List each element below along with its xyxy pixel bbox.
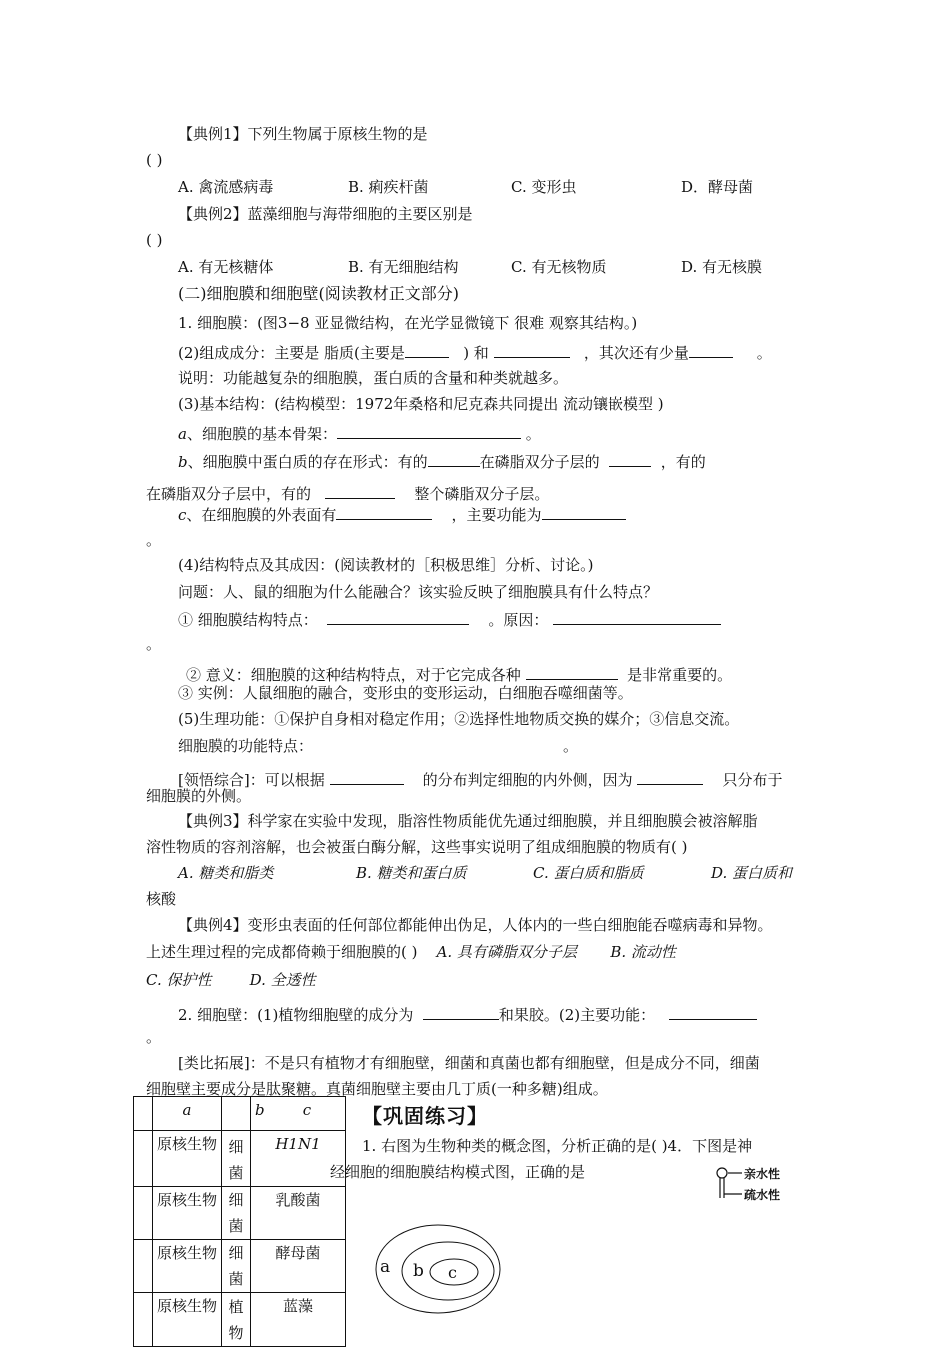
answer-blank[interactable]: [336, 503, 432, 520]
example-3-option-c: C. 蛋白质和脂质: [533, 864, 644, 882]
example-1-answer-paren: ( ): [146, 151, 163, 169]
answer-blank[interactable]: [494, 341, 570, 358]
table-cell-b: 细菌: [222, 1131, 251, 1187]
insight-line-2: 细胞膜的外侧。: [146, 787, 252, 805]
answer-blank[interactable]: [325, 476, 395, 499]
venn-label-c: c: [448, 1263, 457, 1282]
protein-text-5: 整个磷脂双分子层。: [414, 485, 550, 503]
membrane-composition-line: [178, 341, 772, 363]
answer-blank[interactable]: [526, 657, 618, 680]
composition-text-3: ，其次还有少量: [583, 344, 689, 362]
example-3-line-4: 核酸: [146, 890, 177, 908]
practice-q1-line-2: 经细胞的细胞膜结构模式图，正确的是: [330, 1163, 586, 1181]
physiology-line: (5)生理功能：①保护自身相对稳定作用；②选择性地物质交换的媒介；③信息交流。: [178, 710, 740, 728]
table-header-bc: b c: [251, 1097, 346, 1131]
example-1-option-c: C. 变形虫: [511, 178, 577, 196]
skeleton-end: 。: [525, 425, 541, 443]
practice-heading: 【巩固练习】: [362, 1104, 488, 1128]
table-header-a: a: [153, 1097, 222, 1131]
structure-feature-line: (4)结构特点及其成因：(阅读教材的［积极思维］分析、讨论。): [178, 556, 594, 574]
skeleton-line: [178, 422, 541, 444]
composition-text-2: ) 和: [463, 344, 489, 362]
table-cell-b: 细菌: [222, 1187, 251, 1240]
membrane-note: 说明：功能越复杂的细胞膜，蛋白质的含量和种类就越多。: [178, 369, 569, 387]
answer-blank[interactable]: [553, 608, 721, 625]
classification-table: [133, 1096, 346, 1347]
example-1-option-d: D．酵母菌: [681, 178, 754, 196]
composition-text-1: (2)组成成分：主要是 脂质(主要是: [178, 344, 405, 362]
table-row: [134, 1131, 346, 1187]
example-2-option-d: D. 有无核膜: [681, 258, 763, 276]
concept-venn-diagram: [370, 1222, 510, 1318]
example-4-line-1: 【典例4】变形虫表面的任何部位都能伸出伪足，人体内的一些白细胞能吞噬病毒和异物。: [178, 916, 773, 934]
feature-text-2: 。原因：: [488, 611, 549, 629]
table-cell-b: 细菌: [222, 1240, 251, 1293]
example-1-title: 【典例1】下列生物属于原核生物的是: [178, 125, 428, 143]
example-2-title: 【典例2】蓝藻细胞与海带细胞的主要区别是: [178, 205, 473, 223]
cell-wall-end: 。: [146, 1028, 162, 1046]
venn-label-b: b: [413, 1261, 424, 1281]
example-2-option-c: C. 有无核物质: [511, 258, 607, 276]
table-cell-c: H1N1: [251, 1131, 346, 1187]
example-4-option-b: B. 流动性: [610, 943, 676, 961]
example-2-answer-paren: ( ): [146, 231, 163, 249]
venn-label-a: a: [380, 1257, 391, 1277]
analogy-line-1: [类比拓展]：不是只有植物才有细胞壁，细菌和真菌也都有细胞壁，但是成分不同，细菌: [178, 1054, 760, 1072]
example-3-line-2: 溶性物质的容剂溶解，也会被蛋白酶分解，这些事实说明了组成细胞膜的物质有( ): [146, 838, 688, 856]
table-cell-c: 乳酸菌: [251, 1187, 346, 1240]
table-cell-a: 原核生物: [153, 1187, 222, 1240]
feature-point-2: [186, 657, 732, 685]
protein-text-4: 在磷脂双分子层中，有的: [146, 485, 312, 503]
table-cell-b: 植物: [222, 1293, 251, 1347]
example-4-line-3: [146, 970, 316, 990]
example-4-option-a: A. 具有磷脂双分子层: [436, 943, 577, 961]
answer-blank[interactable]: [669, 999, 757, 1020]
section-heading: (二)细胞膜和细胞壁(阅读教材正文部分): [178, 284, 459, 303]
meaning-text-1: ② 意义：细胞膜的这种结构特点，对于它完成各种: [186, 666, 521, 684]
surface-line: [178, 503, 626, 525]
feature-point-1: [178, 608, 721, 630]
example-4-text: 上述生理过程的完成都倚赖于细胞膜的( ): [146, 943, 418, 961]
table-header-row: [134, 1097, 346, 1131]
table-cell-c: 酵母菌: [251, 1240, 346, 1293]
practice-q1-line-1: 1. 右图为生物种类的概念图，分析正确的是( )4．下图是神: [362, 1137, 753, 1155]
cell-wall-text-2: 和果胶。(2)主要功能：: [498, 1006, 656, 1024]
insight-text-3: 只分布于: [722, 771, 783, 789]
example-1-option-a: A. 禽流感病毒: [178, 178, 274, 196]
protein-text-2: 在磷脂双分子层的: [479, 453, 600, 471]
basic-structure-line: (3)基本结构：(结构模型：1972年桑格和尼克森共同提出 流动镶嵌模型 ): [178, 395, 664, 413]
answer-blank[interactable]: [327, 608, 469, 625]
insight-text-2: 的分布判定细胞的内外侧，因为: [422, 771, 633, 789]
feature-point-3: ③ 实例：人鼠细胞的融合，变形虫的变形运动，白细胞吞噬细菌等。: [178, 684, 633, 702]
example-2-option-a: A. 有无核糖体: [178, 258, 274, 276]
answer-blank[interactable]: [428, 450, 480, 467]
question-line: 问题：人、鼠的细胞为什么能融合？该实验反映了细胞膜具有什么特点？: [178, 583, 659, 601]
table-cell-a: 原核生物: [153, 1240, 222, 1293]
cell-wall-text-1: 2. 细胞壁：(1)植物细胞壁的成分为: [178, 1006, 414, 1024]
table-cell-c: 蓝藻: [251, 1293, 346, 1347]
meaning-text-2: 是非常重要的。: [627, 666, 733, 684]
example-4-option-d: D. 全透性: [249, 971, 316, 989]
protein-text-3: ，有的: [660, 453, 706, 471]
example-1-option-b: B. 痢疾杆菌: [348, 178, 429, 196]
table-row: [134, 1187, 346, 1240]
answer-blank[interactable]: [637, 760, 703, 785]
answer-blank[interactable]: [405, 341, 449, 358]
legend-hydrophilic: 亲水性: [744, 1167, 781, 1181]
cell-wall-line: [178, 999, 757, 1025]
example-4-option-c: C. 保护性: [146, 971, 212, 989]
item-letter-b: b: [178, 453, 188, 471]
function-feature-end: 。: [563, 737, 579, 755]
legend-hydrophobic: 疏水性: [744, 1188, 781, 1202]
skeleton-text: 、细胞膜的基本骨架：: [186, 425, 337, 443]
table-cell-a: 原核生物: [153, 1293, 222, 1347]
feature-text-1: ① 细胞膜结构特点：: [178, 611, 318, 629]
item-letter-c: c: [178, 506, 187, 524]
example-3-line-1: 【典例3】科学家在实验中发现，脂溶性物质能优先通过细胞膜，并且细胞膜会被溶解脂: [178, 812, 758, 830]
example-4-line-2: [146, 942, 676, 962]
insight-text-1: [领悟综合]：可以根据: [178, 771, 325, 789]
feature-point-1-end: 。: [146, 635, 162, 653]
example-3-option-b: B. 糖类和蛋白质: [356, 864, 467, 882]
analogy-line-2: 细胞壁主要成分是肽聚糖。真菌细胞壁主要由几丁质(一种多糖)组成。: [146, 1080, 608, 1098]
table-cell-a: 原核生物: [153, 1131, 222, 1187]
surface-text-2: ，主要功能为: [451, 506, 542, 524]
answer-blank[interactable]: [423, 999, 499, 1020]
protein-line-2: [146, 476, 549, 504]
example-3-option-d: D. 蛋白质和: [711, 864, 793, 882]
item-letter-a: a: [178, 425, 187, 443]
membrane-line-1: 1. 细胞膜：(图3−8 亚显微结构，在光学显微镜下 很难 观察其结构。): [178, 314, 638, 332]
answer-blank[interactable]: [542, 503, 626, 520]
table-row: [134, 1240, 346, 1293]
insight-line-1: [178, 760, 782, 790]
answer-blank[interactable]: [689, 341, 733, 358]
example-3-option-a: A. 糖类和脂类: [178, 864, 274, 882]
protein-text-1: 、细胞膜中蛋白质的存在形式：有的: [187, 453, 428, 471]
surface-text-1: 、在细胞膜的外表面有: [186, 506, 337, 524]
function-feature-line: [178, 736, 578, 756]
answer-blank[interactable]: [609, 450, 651, 467]
composition-text-4: 。: [756, 344, 772, 362]
answer-blank[interactable]: [337, 422, 521, 439]
protein-line-1: [178, 450, 706, 472]
surface-end: 。: [146, 531, 162, 549]
function-feature-text: 细胞膜的功能特点：: [178, 737, 314, 755]
answer-blank[interactable]: [330, 760, 404, 785]
table-row: [134, 1293, 346, 1347]
example-2-option-b: B. 有无细胞结构: [348, 258, 459, 276]
